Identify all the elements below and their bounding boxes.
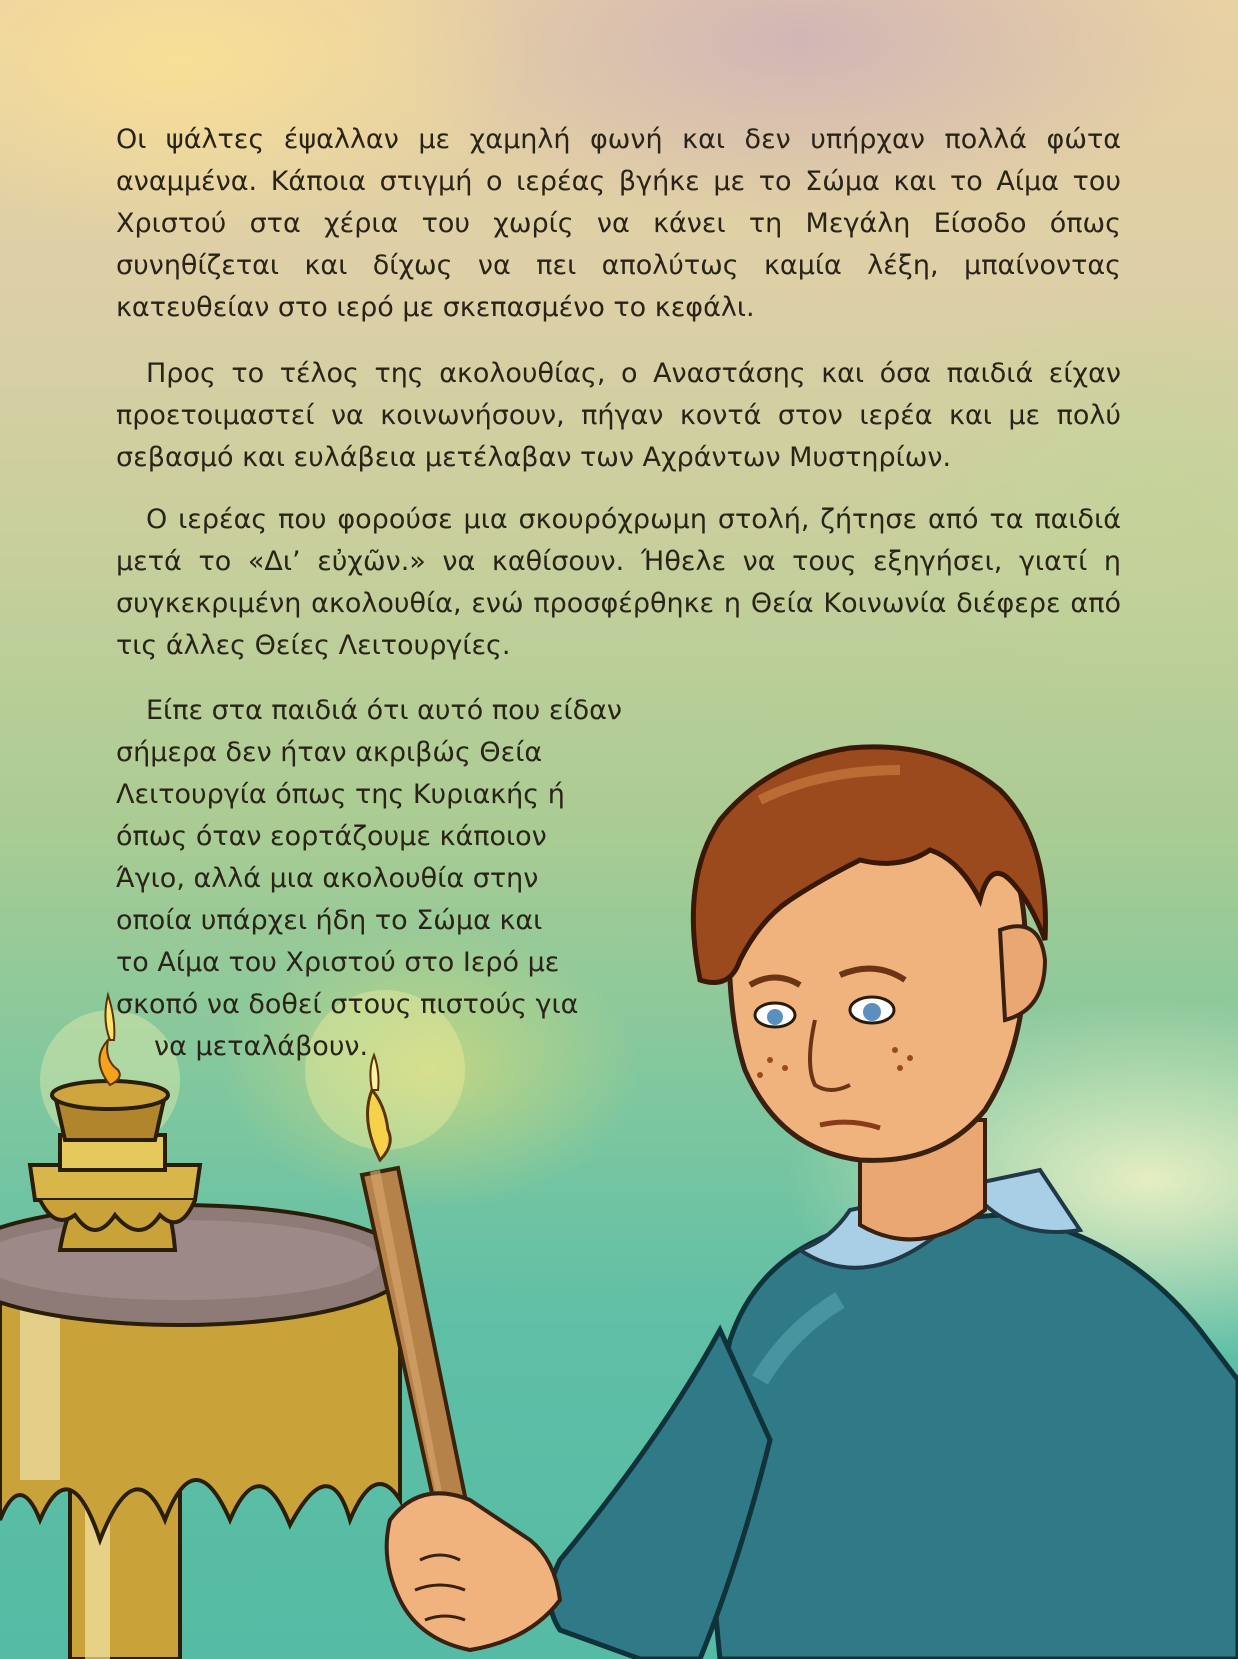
paragraph-2-text: Προς το τέλος της ακολουθίας, ο Αναστάσης και όσα παιδιά είχαν προετοιμαστεί να κοινωνήσουν, πήγαν κοντά στον ιερέα και με πολύ σεβασμό και ευλάβεια μετέλαβαν των Αχράντων Μυστηρίων. bbox=[116, 358, 1121, 473]
paragraph-4-line: να μεταλάβουν. bbox=[154, 1031, 369, 1062]
paragraph-3-text: Ο ιερέας που φορούσε μια σκουρόχρωμη στολή, ζήτησε από τα παιδιά μετά το «Δι’ εὐχῶν.» να καθίσουν. Ήθελε να τους εξηγήσει, γιατί η συγκεκριμένη ακολουθία, ενώ προσφέρθηκε η Θεία Κοινωνία διέφερε από τις άλλες Θείες Λειτουργίες. bbox=[116, 504, 1121, 661]
paragraph-2 bbox=[116, 353, 1121, 479]
paragraph-4-line: σκοπό να δοθεί στους πιστούς για bbox=[116, 989, 579, 1020]
paragraph-4-line: σήμερα δεν ήταν ακριβώς Θεία bbox=[116, 737, 543, 768]
paragraph-4-line: όπως όταν εορτάζουμε κάποιον bbox=[116, 821, 547, 852]
paragraph-4 bbox=[116, 690, 676, 1068]
paragraph-1-text: Οι ψάλτες έψαλλαν με χαμηλή φωνή και δεν υπήρχαν πολλά φώτα αναμμένα. Κάποια στιγμή ο ιερέας βγήκε με το Σώμα και το Αίμα του Χριστού στα χέρια του χωρίς να κάνει τη Μεγάλη Είσοδο όπως συνηθίζεται και δίχως να πει απολύτως καμία λέξη, μπαίνοντας κατευθείαν στο ιερό με σκεπασμένο το κεφάλι. bbox=[116, 124, 1121, 323]
paragraph-3 bbox=[116, 499, 1121, 667]
paragraph-4-line: Άγιο, αλλά μια ακολουθία στην bbox=[116, 863, 539, 894]
paragraph-1 bbox=[116, 119, 1121, 329]
paragraph-4-line: οποία υπάρχει ήδη το Σώμα και bbox=[116, 905, 543, 936]
paragraph-4-line: Λειτουργία όπως της Κυριακής ή bbox=[116, 779, 565, 810]
paragraph-4-line: Είπε στα παιδιά ότι αυτό που είδαν bbox=[146, 695, 622, 726]
paragraph-4-line: το Αίμα του Χριστού στο Ιερό με bbox=[116, 947, 560, 978]
